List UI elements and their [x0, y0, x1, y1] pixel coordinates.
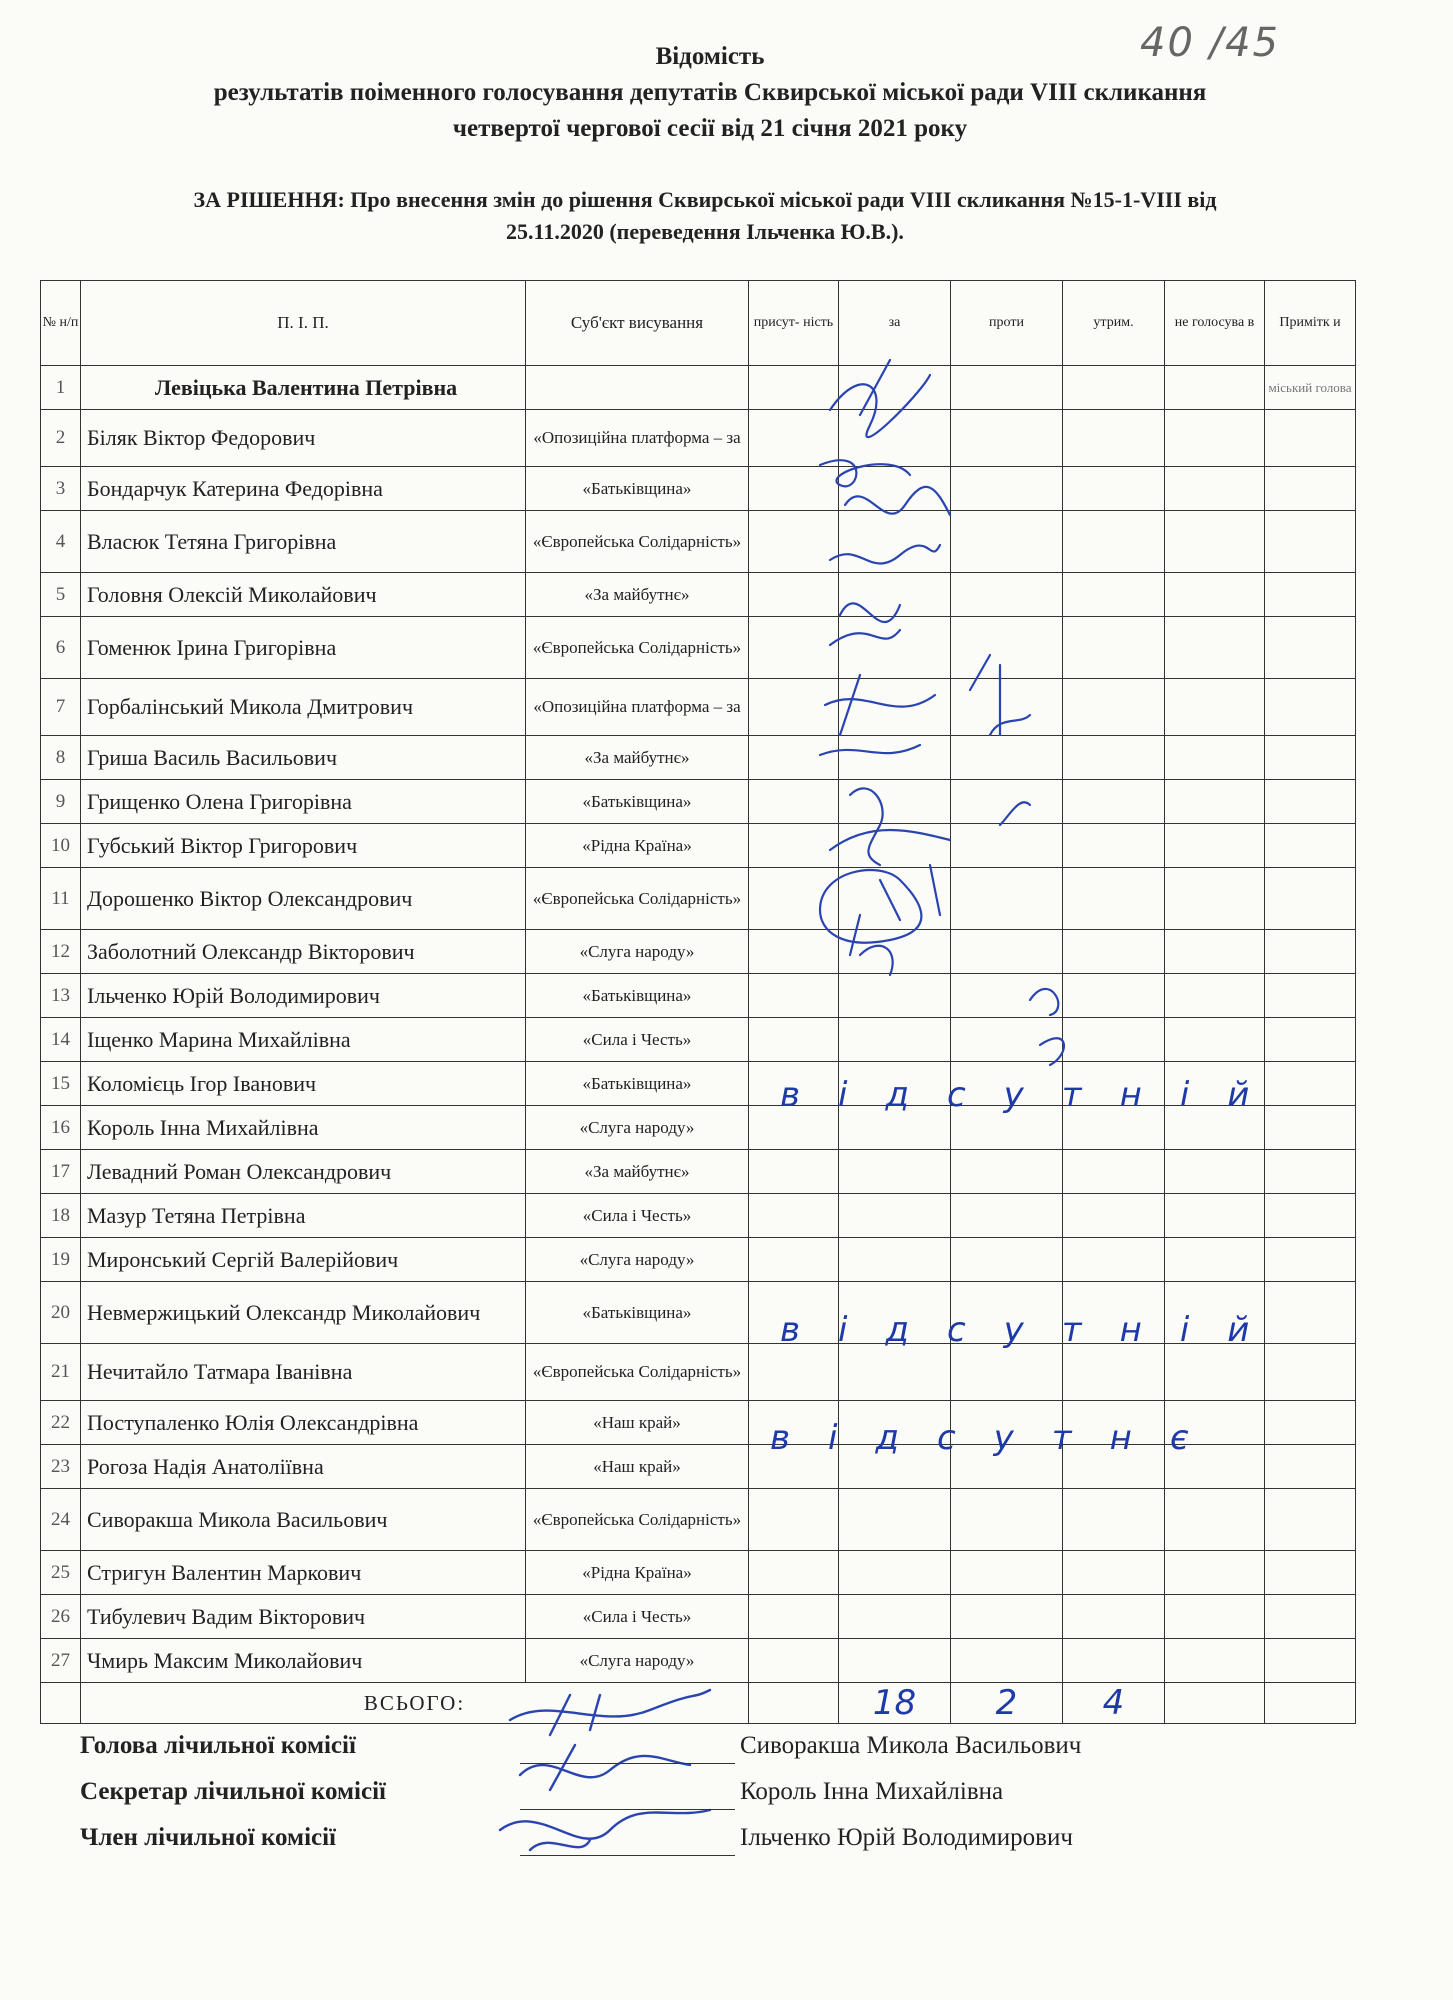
row-num: 14 — [41, 1018, 81, 1062]
row-not-voted — [1165, 930, 1265, 974]
row-not-voted — [1165, 366, 1265, 410]
row-name: Левіцька Валентина Петрівна — [81, 366, 526, 410]
signature-scribbles — [800, 355, 1030, 1755]
row-not-voted — [1165, 824, 1265, 868]
row-note — [1265, 1639, 1356, 1683]
row-abstain — [1063, 1551, 1165, 1595]
commission-role-secretary: Секретар лічильної комісії — [80, 1778, 386, 1805]
row-party: «Сила і Честь» — [526, 1018, 749, 1062]
table-row — [41, 1595, 1356, 1639]
row-not-voted — [1165, 467, 1265, 511]
row-name: Чмирь Максим Миколайович — [81, 1639, 526, 1683]
row-abstain — [1063, 366, 1165, 410]
row-num: 6 — [41, 617, 81, 679]
row-party: «Європейська Солідарність» — [526, 617, 749, 679]
row-party: «Сила і Честь» — [526, 1595, 749, 1639]
header-note: Примітк и — [1265, 281, 1356, 366]
row-abstain — [1063, 1150, 1165, 1194]
row-not-voted — [1165, 1639, 1265, 1683]
commission-name-member: Ільченко Юрій Володимирович — [740, 1824, 1073, 1851]
row-num: 24 — [41, 1489, 81, 1551]
row-party: «Європейська Солідарність» — [526, 868, 749, 930]
row-abstain — [1063, 1595, 1165, 1639]
row-party: «За майбутнє» — [526, 736, 749, 780]
row-num: 1 — [41, 366, 81, 410]
row-abstain — [1063, 573, 1165, 617]
row-note — [1265, 868, 1356, 930]
table-row — [41, 1150, 1356, 1194]
header-against: проти — [951, 281, 1063, 366]
row-num: 22 — [41, 1401, 81, 1445]
row-name: Власюк Тетяна Григорівна — [81, 511, 526, 573]
commission-role-chair: Голова лічильної комісії — [80, 1732, 356, 1759]
row-num: 8 — [41, 736, 81, 780]
row-party: «Європейська Солідарність» — [526, 511, 749, 573]
row-note — [1265, 736, 1356, 780]
header-num: № н/п — [41, 281, 81, 366]
row-party: «Наш край» — [526, 1401, 749, 1445]
row-name: Тибулевич Вадим Вікторович — [81, 1595, 526, 1639]
row-abstain — [1063, 736, 1165, 780]
row-name: Невмержицький Олександр Миколайович — [81, 1282, 526, 1344]
table-row — [41, 824, 1356, 868]
table-row — [41, 1238, 1356, 1282]
votes-table — [40, 280, 1356, 1724]
row-num: 5 — [41, 573, 81, 617]
row-party: «Батьківщина» — [526, 1282, 749, 1344]
row-party: «Наш край» — [526, 1445, 749, 1489]
row-abstain — [1063, 824, 1165, 868]
row-note — [1265, 1344, 1356, 1401]
row-party: «Рідна Країна» — [526, 824, 749, 868]
row-name: Грищенко Олена Григорівна — [81, 780, 526, 824]
row-note — [1265, 679, 1356, 736]
row-name: Нечитайло Татмара Іванівна — [81, 1344, 526, 1401]
row-abstain — [1063, 679, 1165, 736]
row-abstain — [1063, 1489, 1165, 1551]
table-header-row — [41, 281, 1356, 366]
table-row — [41, 930, 1356, 974]
row-not-voted — [1165, 868, 1265, 930]
handwritten-page-number: 40 /45 — [1140, 20, 1280, 66]
row-note — [1265, 780, 1356, 824]
row-abstain — [1063, 1194, 1165, 1238]
row-num: 4 — [41, 511, 81, 573]
row-name: Сиворакша Микола Васильович — [81, 1489, 526, 1551]
row-party: «Сила і Честь» — [526, 1194, 749, 1238]
row-abstain — [1063, 617, 1165, 679]
row-name: Коломієць Ігор Іванович — [81, 1062, 526, 1106]
row-party: «Батьківщина» — [526, 467, 749, 511]
table-row — [41, 679, 1356, 736]
row-not-voted — [1165, 780, 1265, 824]
row-note — [1265, 1194, 1356, 1238]
row-note — [1265, 1401, 1356, 1445]
total-against: 2 — [951, 1683, 1063, 1724]
row-note — [1265, 617, 1356, 679]
row-name: Ільченко Юрій Володимирович — [81, 974, 526, 1018]
row-note — [1265, 467, 1356, 511]
row-abstain — [1063, 930, 1165, 974]
row-not-voted — [1165, 617, 1265, 679]
row-name: Горбалінський Микола Дмитрович — [81, 679, 526, 736]
header-for: за — [839, 281, 951, 366]
row-name: Біляк Віктор Федорович — [81, 410, 526, 467]
row-name: Король Інна Михайлівна — [81, 1106, 526, 1150]
row-num: 11 — [41, 868, 81, 930]
row-num: 23 — [41, 1445, 81, 1489]
document-subtitle-2: четвертої чергової сесії від 21 січня 2021 року — [452, 115, 968, 142]
row-not-voted — [1165, 573, 1265, 617]
absent-note-row-15: відсутній — [780, 1075, 1288, 1115]
row-name: Мазур Тетяна Петрівна — [81, 1194, 526, 1238]
row-name: Гоменюк Ірина Григорівна — [81, 617, 526, 679]
row-abstain — [1063, 780, 1165, 824]
row-abstain — [1063, 868, 1165, 930]
row-num: 27 — [41, 1639, 81, 1683]
table-row — [41, 1344, 1356, 1401]
row-not-voted — [1165, 1238, 1265, 1282]
row-name: Рогоза Надія Анатоліївна — [81, 1445, 526, 1489]
signature-line-secretary — [520, 1809, 735, 1810]
table-row — [41, 410, 1356, 467]
row-note — [1265, 1150, 1356, 1194]
row-name: Іщенко Марина Михайлівна — [81, 1018, 526, 1062]
row-party: «Рідна Країна» — [526, 1551, 749, 1595]
row-note — [1265, 1018, 1356, 1062]
row-party: «Опозиційна платформа – за — [526, 679, 749, 736]
row-not-voted — [1165, 511, 1265, 573]
row-note — [1265, 974, 1356, 1018]
total-label: ВСЬОГО: — [81, 1683, 749, 1724]
row-not-voted — [1165, 410, 1265, 467]
signature-line-member — [520, 1855, 735, 1856]
row-note — [1265, 1489, 1356, 1551]
header-not-voted: не голосува в — [1165, 281, 1265, 366]
row-name: Миронський Сергій Валерійович — [81, 1238, 526, 1282]
row-party: «Слуга народу» — [526, 1106, 749, 1150]
row-name: Поступаленко Юлія Олександрівна — [81, 1401, 526, 1445]
row-party: «Слуга народу» — [526, 930, 749, 974]
row-note — [1265, 930, 1356, 974]
row-num: 20 — [41, 1282, 81, 1344]
row-not-voted — [1165, 1018, 1265, 1062]
commission-signatures — [490, 1690, 720, 1880]
total-not-voted — [1165, 1683, 1265, 1724]
row-party: «Опозиційна платформа – за — [526, 410, 749, 467]
row-note — [1265, 410, 1356, 467]
row-num: 17 — [41, 1150, 81, 1194]
row-num: 2 — [41, 410, 81, 467]
row-not-voted — [1165, 1194, 1265, 1238]
table-row — [41, 573, 1356, 617]
header-present: присут- ність — [749, 281, 839, 366]
table-row — [41, 366, 1356, 410]
row-party: «Слуга народу» — [526, 1238, 749, 1282]
row-party: «Європейська Солідарність» — [526, 1489, 749, 1551]
row-num: 7 — [41, 679, 81, 736]
total-note — [1265, 1683, 1356, 1724]
row-party: «Батьківщина» — [526, 780, 749, 824]
commission-name-secretary: Король Інна Михайлівна — [740, 1778, 1004, 1805]
row-num: 18 — [41, 1194, 81, 1238]
commission-name-chair: Сиворакша Микола Васильович — [740, 1732, 1082, 1759]
row-party — [526, 366, 749, 410]
table-row — [41, 1194, 1356, 1238]
table-row — [41, 511, 1356, 573]
row-not-voted — [1165, 1489, 1265, 1551]
row-note — [1265, 511, 1356, 573]
row-num: 3 — [41, 467, 81, 511]
row-name: Губський Віктор Григорович — [81, 824, 526, 868]
decision-line-2: 25.11.2020 (переведення Ільченка Ю.В.). — [506, 219, 904, 244]
header-party: Суб'єкт висування — [526, 281, 749, 366]
row-num: 12 — [41, 930, 81, 974]
row-abstain — [1063, 1018, 1165, 1062]
row-num: 13 — [41, 974, 81, 1018]
table-row — [41, 1018, 1356, 1062]
row-not-voted — [1165, 736, 1265, 780]
row-not-voted — [1165, 1595, 1265, 1639]
row-abstain — [1063, 1639, 1165, 1683]
row-num: 25 — [41, 1551, 81, 1595]
row-name: Заболотний Олександр Вікторович — [81, 930, 526, 974]
row-note — [1265, 1551, 1356, 1595]
row-note — [1265, 824, 1356, 868]
row-not-voted — [1165, 1150, 1265, 1194]
row-name: Бондарчук Катерина Федорівна — [81, 467, 526, 511]
decision-line-1: ЗА РІШЕННЯ: Про внесення змін до рішення Сквирської міської ради VIII скликання №15-1-VIII від — [193, 187, 1217, 212]
row-abstain — [1063, 1344, 1165, 1401]
row-num: 16 — [41, 1106, 81, 1150]
table-row — [41, 617, 1356, 679]
row-abstain — [1063, 467, 1165, 511]
table-row — [41, 1551, 1356, 1595]
row-party: «Батьківщина» — [526, 1062, 749, 1106]
row-num: 15 — [41, 1062, 81, 1106]
row-party: «За майбутнє» — [526, 573, 749, 617]
absent-note-row-22: відсутнє — [770, 1418, 1227, 1458]
header-name: П. І. П. — [81, 281, 526, 366]
total-empty — [41, 1683, 81, 1724]
table-row — [41, 780, 1356, 824]
row-name: Стригун Валентин Маркович — [81, 1551, 526, 1595]
row-party: «Батьківщина» — [526, 974, 749, 1018]
row-num: 9 — [41, 780, 81, 824]
table-row — [41, 1639, 1356, 1683]
row-num: 10 — [41, 824, 81, 868]
row-note — [1265, 1238, 1356, 1282]
table-row — [41, 736, 1356, 780]
row-name: Дорошенко Віктор Олександрович — [81, 868, 526, 930]
row-num: 26 — [41, 1595, 81, 1639]
row-not-voted — [1165, 974, 1265, 1018]
row-note: міський голова — [1265, 366, 1356, 410]
commission-role-member: Член лічильної комісії — [80, 1824, 337, 1851]
row-not-voted — [1165, 1551, 1265, 1595]
row-abstain — [1063, 511, 1165, 573]
row-note — [1265, 1595, 1356, 1639]
row-abstain — [1063, 974, 1165, 1018]
document-title: Відомість — [655, 43, 765, 70]
total-for: 18 — [839, 1683, 951, 1724]
row-abstain — [1063, 410, 1165, 467]
row-party: «За майбутнє» — [526, 1150, 749, 1194]
table-row — [41, 467, 1356, 511]
table-row — [41, 974, 1356, 1018]
row-num: 19 — [41, 1238, 81, 1282]
row-abstain — [1063, 1238, 1165, 1282]
row-name: Левадний Роман Олександрович — [81, 1150, 526, 1194]
absent-note-row-20: відсутній — [780, 1310, 1288, 1350]
row-note — [1265, 573, 1356, 617]
table-row — [41, 868, 1356, 930]
signature-line-chair — [520, 1763, 735, 1764]
row-num: 21 — [41, 1344, 81, 1401]
row-party: «Європейська Солідарність» — [526, 1344, 749, 1401]
header-abstain: утрим. — [1063, 281, 1165, 366]
row-note — [1265, 1445, 1356, 1489]
total-abstain: 4 — [1063, 1683, 1165, 1724]
row-not-voted — [1165, 1344, 1265, 1401]
row-name: Головня Олексій Миколайович — [81, 573, 526, 617]
document-subtitle-1: результатів поіменного голосування депутатів Сквирської міської ради VIII скликання — [213, 79, 1207, 106]
row-not-voted — [1165, 679, 1265, 736]
table-row — [41, 1489, 1356, 1551]
row-party: «Слуга народу» — [526, 1639, 749, 1683]
row-name: Гриша Василь Васильович — [81, 736, 526, 780]
